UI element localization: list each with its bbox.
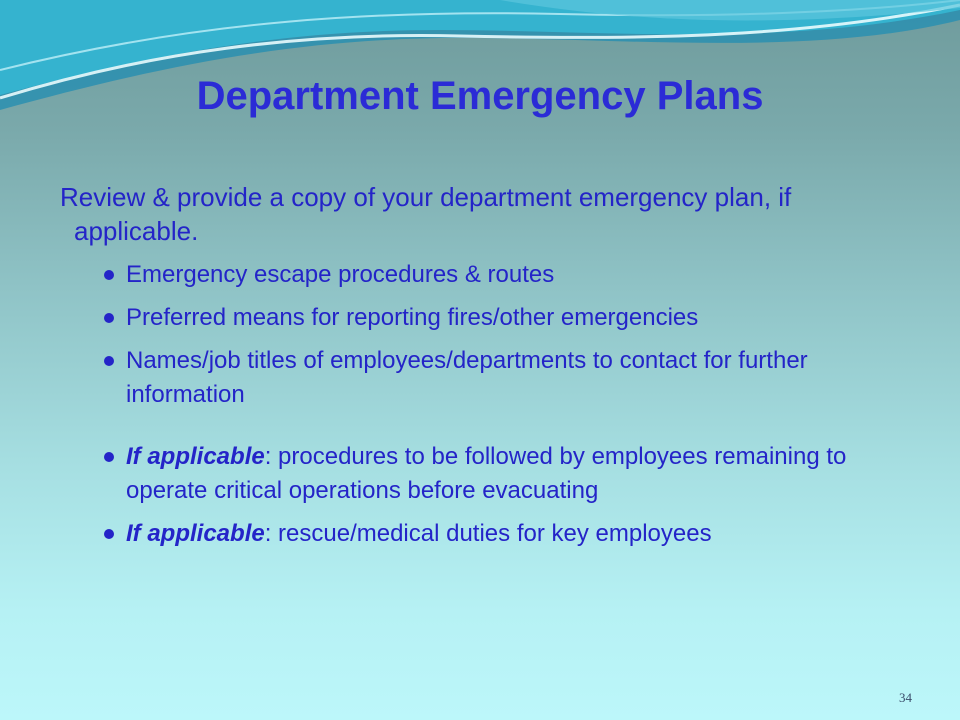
bullet-icon	[104, 270, 114, 280]
bullet-item	[60, 301, 890, 335]
bullet-text: Preferred means for reporting fires/other emergencies	[126, 304, 699, 331]
bullet-item	[60, 440, 890, 508]
bullet-icon	[104, 529, 114, 539]
bullet-text: Names/job titles of employees/departments to contact for further information	[126, 347, 808, 408]
intro-text: Review & provide a copy of your department emergency plan, if applicable.	[60, 182, 792, 246]
bullet-text: procedures to be followed by employees remaining to operate critical operations before evacuating	[126, 443, 847, 504]
bullet-text: Emergency escape procedures & routes	[126, 261, 555, 288]
bullet-emphasis: If applicable	[126, 520, 265, 547]
bullet-emphasis: If applicable	[126, 443, 265, 470]
slide-title: Department Emergency Plans	[196, 74, 764, 118]
page-number: 34	[899, 690, 912, 705]
bullet-text: rescue/medical duties for key employees	[271, 520, 712, 547]
bullet-item	[60, 517, 890, 551]
bullet-item	[60, 258, 890, 292]
bullet-separator: :	[264, 520, 272, 547]
bullet-separator: :	[264, 443, 272, 470]
bullet-item	[60, 344, 890, 412]
bullet-icon	[104, 313, 114, 323]
bullet-icon	[104, 452, 114, 462]
slide-body	[60, 180, 890, 560]
bullet-icon	[104, 356, 114, 366]
bullet-list	[60, 258, 890, 551]
